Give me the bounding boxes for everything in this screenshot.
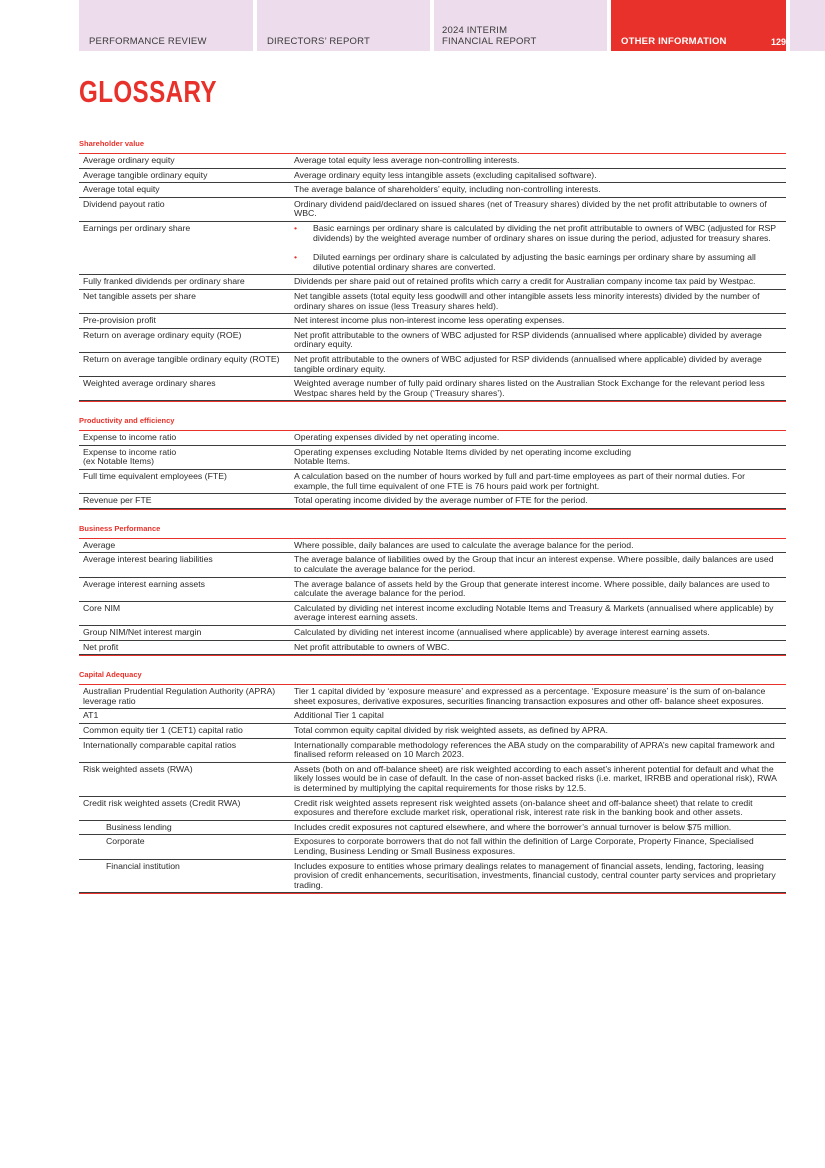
glossary-row bbox=[79, 290, 786, 314]
glossary-definition: Total operating income divided by the average number of FTE for the period. bbox=[294, 495, 588, 506]
glossary-definition: Average total equity less average non-controlling interests. bbox=[294, 155, 520, 165]
glossary-definition: Includes exposure to entities whose primary dealings relates to management of financial assets, lending, factoring, leasing provision of credit enhancements, securitisation, investments, financial custody, central counter party services and proprietary trading. bbox=[294, 860, 776, 890]
glossary-row bbox=[79, 626, 786, 641]
tab-label: DIRECTORS’ REPORT bbox=[267, 36, 370, 47]
glossary-definition: Calculated by dividing net interest income (annualised where applicable) by average interest earning assets. bbox=[294, 627, 710, 637]
tab-label: OTHER INFORMATION bbox=[621, 36, 727, 47]
section-end-divider bbox=[79, 401, 786, 402]
glossary-term: Expense to income ratio (ex Notable Items) bbox=[83, 446, 177, 467]
bullet-text: Basic earnings per ordinary share is calculated by dividing the net profit attributable to owners of WBC (adjusted for RSP dividends) by the weighted average number of ordinary shares on issue during the period, adjusted for treasury shares. bbox=[313, 222, 776, 243]
section-end-divider bbox=[79, 893, 786, 894]
glossary-row bbox=[79, 169, 786, 184]
glossary-definition: Calculated by dividing net interest income excluding Notable Items and Treasury & Markets (annualised where applicable) by average interest earning assets. bbox=[294, 602, 774, 623]
glossary-term: Average total equity bbox=[83, 184, 160, 195]
tab-other-information[interactable] bbox=[611, 0, 786, 51]
section-heading: Business Performance bbox=[79, 523, 161, 533]
bullet-item bbox=[294, 253, 778, 272]
glossary-row bbox=[79, 222, 786, 275]
glossary-row bbox=[79, 431, 786, 446]
glossary-row bbox=[79, 446, 786, 470]
glossary-definition: Net tangible assets (total equity less goodwill and other intangible assets less minority interests) divided by the number of ordinary shares on issue (less Treasury shares held). bbox=[294, 290, 760, 311]
bullet-icon: • bbox=[294, 222, 298, 233]
glossary-row bbox=[79, 494, 786, 509]
glossary-term: Australian Prudential Regulation Authority (APRA) leverage ratio bbox=[83, 686, 276, 706]
glossary-row bbox=[79, 835, 786, 859]
glossary-term: Average bbox=[83, 539, 116, 550]
glossary-row bbox=[79, 709, 786, 724]
glossary-term: Return on average ordinary equity (ROE) bbox=[83, 329, 242, 340]
glossary-term: Net profit bbox=[83, 641, 119, 652]
bullet-icon: • bbox=[294, 252, 298, 263]
glossary-term: Dividend payout ratio bbox=[83, 198, 165, 209]
glossary-row bbox=[79, 553, 786, 577]
glossary-definition: Operating expenses excluding Notable Items divided by net operating income excluding Notable Items. bbox=[294, 446, 632, 467]
glossary-row bbox=[79, 860, 786, 894]
glossary-definition: Additional Tier 1 capital bbox=[294, 710, 384, 721]
section-heading: Shareholder value bbox=[79, 139, 145, 148]
glossary-term: AT1 bbox=[83, 710, 99, 721]
glossary-row bbox=[79, 797, 786, 821]
glossary-term: Return on average tangible ordinary equity (ROTE) bbox=[83, 353, 280, 364]
glossary-definition: Includes credit exposures not captured elsewhere, and where the borrower’s annual turnover is below $75 million. bbox=[294, 821, 732, 832]
glossary-definition: Net profit attributable to owners of WBC. bbox=[294, 641, 450, 652]
glossary-definition: The average balance of shareholders’ equity, including non-controlling interests. bbox=[294, 184, 601, 195]
glossary-row bbox=[79, 602, 786, 626]
glossary-row bbox=[79, 739, 786, 763]
glossary-definition: Credit risk weighted assets represent risk weighted assets (on-balance sheet and off-balance sheet) that relate to credit exposures and therefore exclude market risk, operational risk, interest rate risk in the banking book and other assets. bbox=[294, 797, 753, 818]
glossary-row bbox=[79, 470, 786, 494]
section-heading: Capital Adequacy bbox=[79, 670, 142, 680]
bullet-item bbox=[294, 224, 778, 243]
glossary-definition: Net interest income plus non-interest income less operating expenses. bbox=[294, 315, 565, 326]
tab-label: 2024 INTERIM FINANCIAL REPORT bbox=[442, 25, 537, 47]
glossary-term: Risk weighted assets (RWA) bbox=[83, 763, 193, 774]
glossary-term: Expense to income ratio bbox=[83, 432, 177, 443]
glossary-term: Credit risk weighted assets (Credit RWA) bbox=[83, 797, 241, 808]
glossary-definition: Operating expenses divided by net operating income. bbox=[294, 432, 500, 443]
section-heading: Productivity and efficiency bbox=[79, 416, 175, 426]
glossary-term: Average interest earning assets bbox=[83, 578, 206, 589]
glossary-row bbox=[79, 183, 786, 198]
glossary-term: Earnings per ordinary share bbox=[83, 222, 191, 233]
glossary-row bbox=[79, 685, 786, 709]
glossary-definition: Exposures to corporate borrowers that do not fall within the definition of Large Corporate, Property Finance, Specialised Lending, Business Lending or Small Business exposures. bbox=[294, 836, 754, 856]
bullet-text: Diluted earnings per ordinary share is calculated by adjusting the basic earnings per ordinary share by assuming all dilutive potential ordinary shares are converted. bbox=[313, 252, 756, 272]
glossary-term: Average tangible ordinary equity bbox=[83, 169, 208, 180]
glossary-term: Net tangible assets per share bbox=[83, 290, 197, 301]
glossary-term: Group NIM/Net interest margin bbox=[83, 627, 202, 637]
glossary-row bbox=[79, 578, 786, 602]
glossary-term: Financial institution bbox=[106, 860, 180, 871]
section-end-divider bbox=[79, 509, 786, 510]
glossary-row bbox=[79, 821, 786, 836]
glossary-section bbox=[79, 524, 786, 656]
glossary-term: Pre-provision profit bbox=[83, 315, 156, 326]
glossary-term: Average ordinary equity bbox=[83, 155, 175, 165]
tab-label: PERFORMANCE REVIEW bbox=[89, 36, 207, 47]
glossary-term: Full time equivalent employees (FTE) bbox=[83, 471, 227, 482]
glossary-definition: Total common equity capital divided by risk weighted assets, as defined by APRA. bbox=[294, 724, 608, 735]
glossary-section bbox=[79, 139, 786, 402]
glossary-term: Core NIM bbox=[83, 602, 121, 613]
glossary-definition: Net profit attributable to the owners of WBC adjusted for RSP dividends (annualised where applicable) divided by average tangible ordinary equity. bbox=[294, 353, 762, 374]
glossary-term: Revenue per FTE bbox=[83, 495, 152, 506]
tab-directors-report[interactable] bbox=[257, 0, 430, 51]
glossary-row bbox=[79, 641, 786, 656]
tab-interim-financial-report[interactable] bbox=[434, 0, 607, 51]
glossary-section bbox=[79, 670, 786, 894]
glossary-definition: Internationally comparable methodology references the ABA study on the comparability of APRA’s new capital framework and finalised reform released on 10 March 2023. bbox=[294, 739, 775, 760]
glossary-row bbox=[79, 154, 786, 169]
glossary-term: Weighted average ordinary shares bbox=[83, 378, 216, 389]
glossary-definition: Weighted average number of fully paid ordinary shares listed on the Australian Stock Exchange for the relevant period less Westpac shares held by the Group (‘Treasury shares’). bbox=[294, 378, 765, 398]
glossary-term: Business lending bbox=[106, 821, 172, 832]
glossary-row bbox=[79, 724, 786, 739]
glossary-section bbox=[79, 416, 786, 510]
page-number: 129 bbox=[770, 37, 786, 47]
glossary-row bbox=[79, 275, 786, 290]
glossary-term: Internationally comparable capital ratios bbox=[83, 739, 237, 750]
section-end-divider bbox=[79, 655, 786, 656]
glossary-definition: Tier 1 capital divided by ‘exposure measure’ and expressed as a percentage. ‘Exposure measure’ is the sum of on-balance sheet exposures, derivative exposures, securities financing transaction exposures and other off- balance sheet exposures. bbox=[294, 686, 766, 706]
glossary-definition: The average balance of assets held by the Group that generate interest income. Where possible, daily balances are used to calculate the average balance for the period. bbox=[294, 578, 770, 599]
glossary-row bbox=[79, 198, 786, 222]
glossary-definition: Average ordinary equity less intangible assets (excluding capitalised software). bbox=[294, 169, 597, 180]
glossary-row bbox=[79, 763, 786, 797]
glossary-content bbox=[79, 139, 786, 908]
glossary-definition bbox=[292, 222, 786, 274]
glossary-term: Corporate bbox=[106, 836, 145, 847]
glossary-definition: Assets (both on and off-balance sheet) are risk weighted according to each asset’s inherent potential for default and what the likely losses would be in case of default. In the case of non-asset backed risks (i.e. market, IRRBB and operational risk), RWA is determined by multiplying the capital requirements for those risks by 12.5. bbox=[294, 763, 777, 793]
glossary-definition: The average balance of liabilities owed by the Group that incur an interest expense. Where possible, daily balances are used to calculate the average balance for the period. bbox=[294, 554, 774, 575]
glossary-row bbox=[79, 329, 786, 353]
glossary-definition: Dividends per share paid out of retained profits which carry a credit for Australian company income tax paid by Westpac. bbox=[294, 276, 756, 287]
glossary-term: Common equity tier 1 (CET1) capital ratio bbox=[83, 724, 243, 735]
glossary-definition: Where possible, daily balances are used to calculate the average balance for the period. bbox=[294, 539, 634, 550]
tab-performance-review[interactable] bbox=[79, 0, 253, 51]
glossary-definition: Net profit attributable to the owners of WBC adjusted for RSP dividends (annualised where applicable) divided by average ordinary equity. bbox=[294, 329, 762, 350]
glossary-row bbox=[79, 353, 786, 377]
glossary-term: Average interest bearing liabilities bbox=[83, 554, 213, 565]
glossary-row bbox=[79, 377, 786, 401]
glossary-row bbox=[79, 539, 786, 554]
glossary-row bbox=[79, 314, 786, 329]
glossary-term: Fully franked dividends per ordinary share bbox=[83, 276, 245, 287]
page-title: GLOSSARY bbox=[79, 74, 217, 109]
glossary-definition: Ordinary dividend paid/declared on issued shares (net of Treasury shares) divided by the net profit attributable to owners of WBC. bbox=[294, 198, 767, 219]
header-tab-edge bbox=[790, 0, 825, 51]
glossary-definition: A calculation based on the number of hours worked by full and part-time employees as part of their normal duties. For example, the full time equivalent of one FTE is 76 hours paid work per fortnight. bbox=[294, 471, 746, 491]
